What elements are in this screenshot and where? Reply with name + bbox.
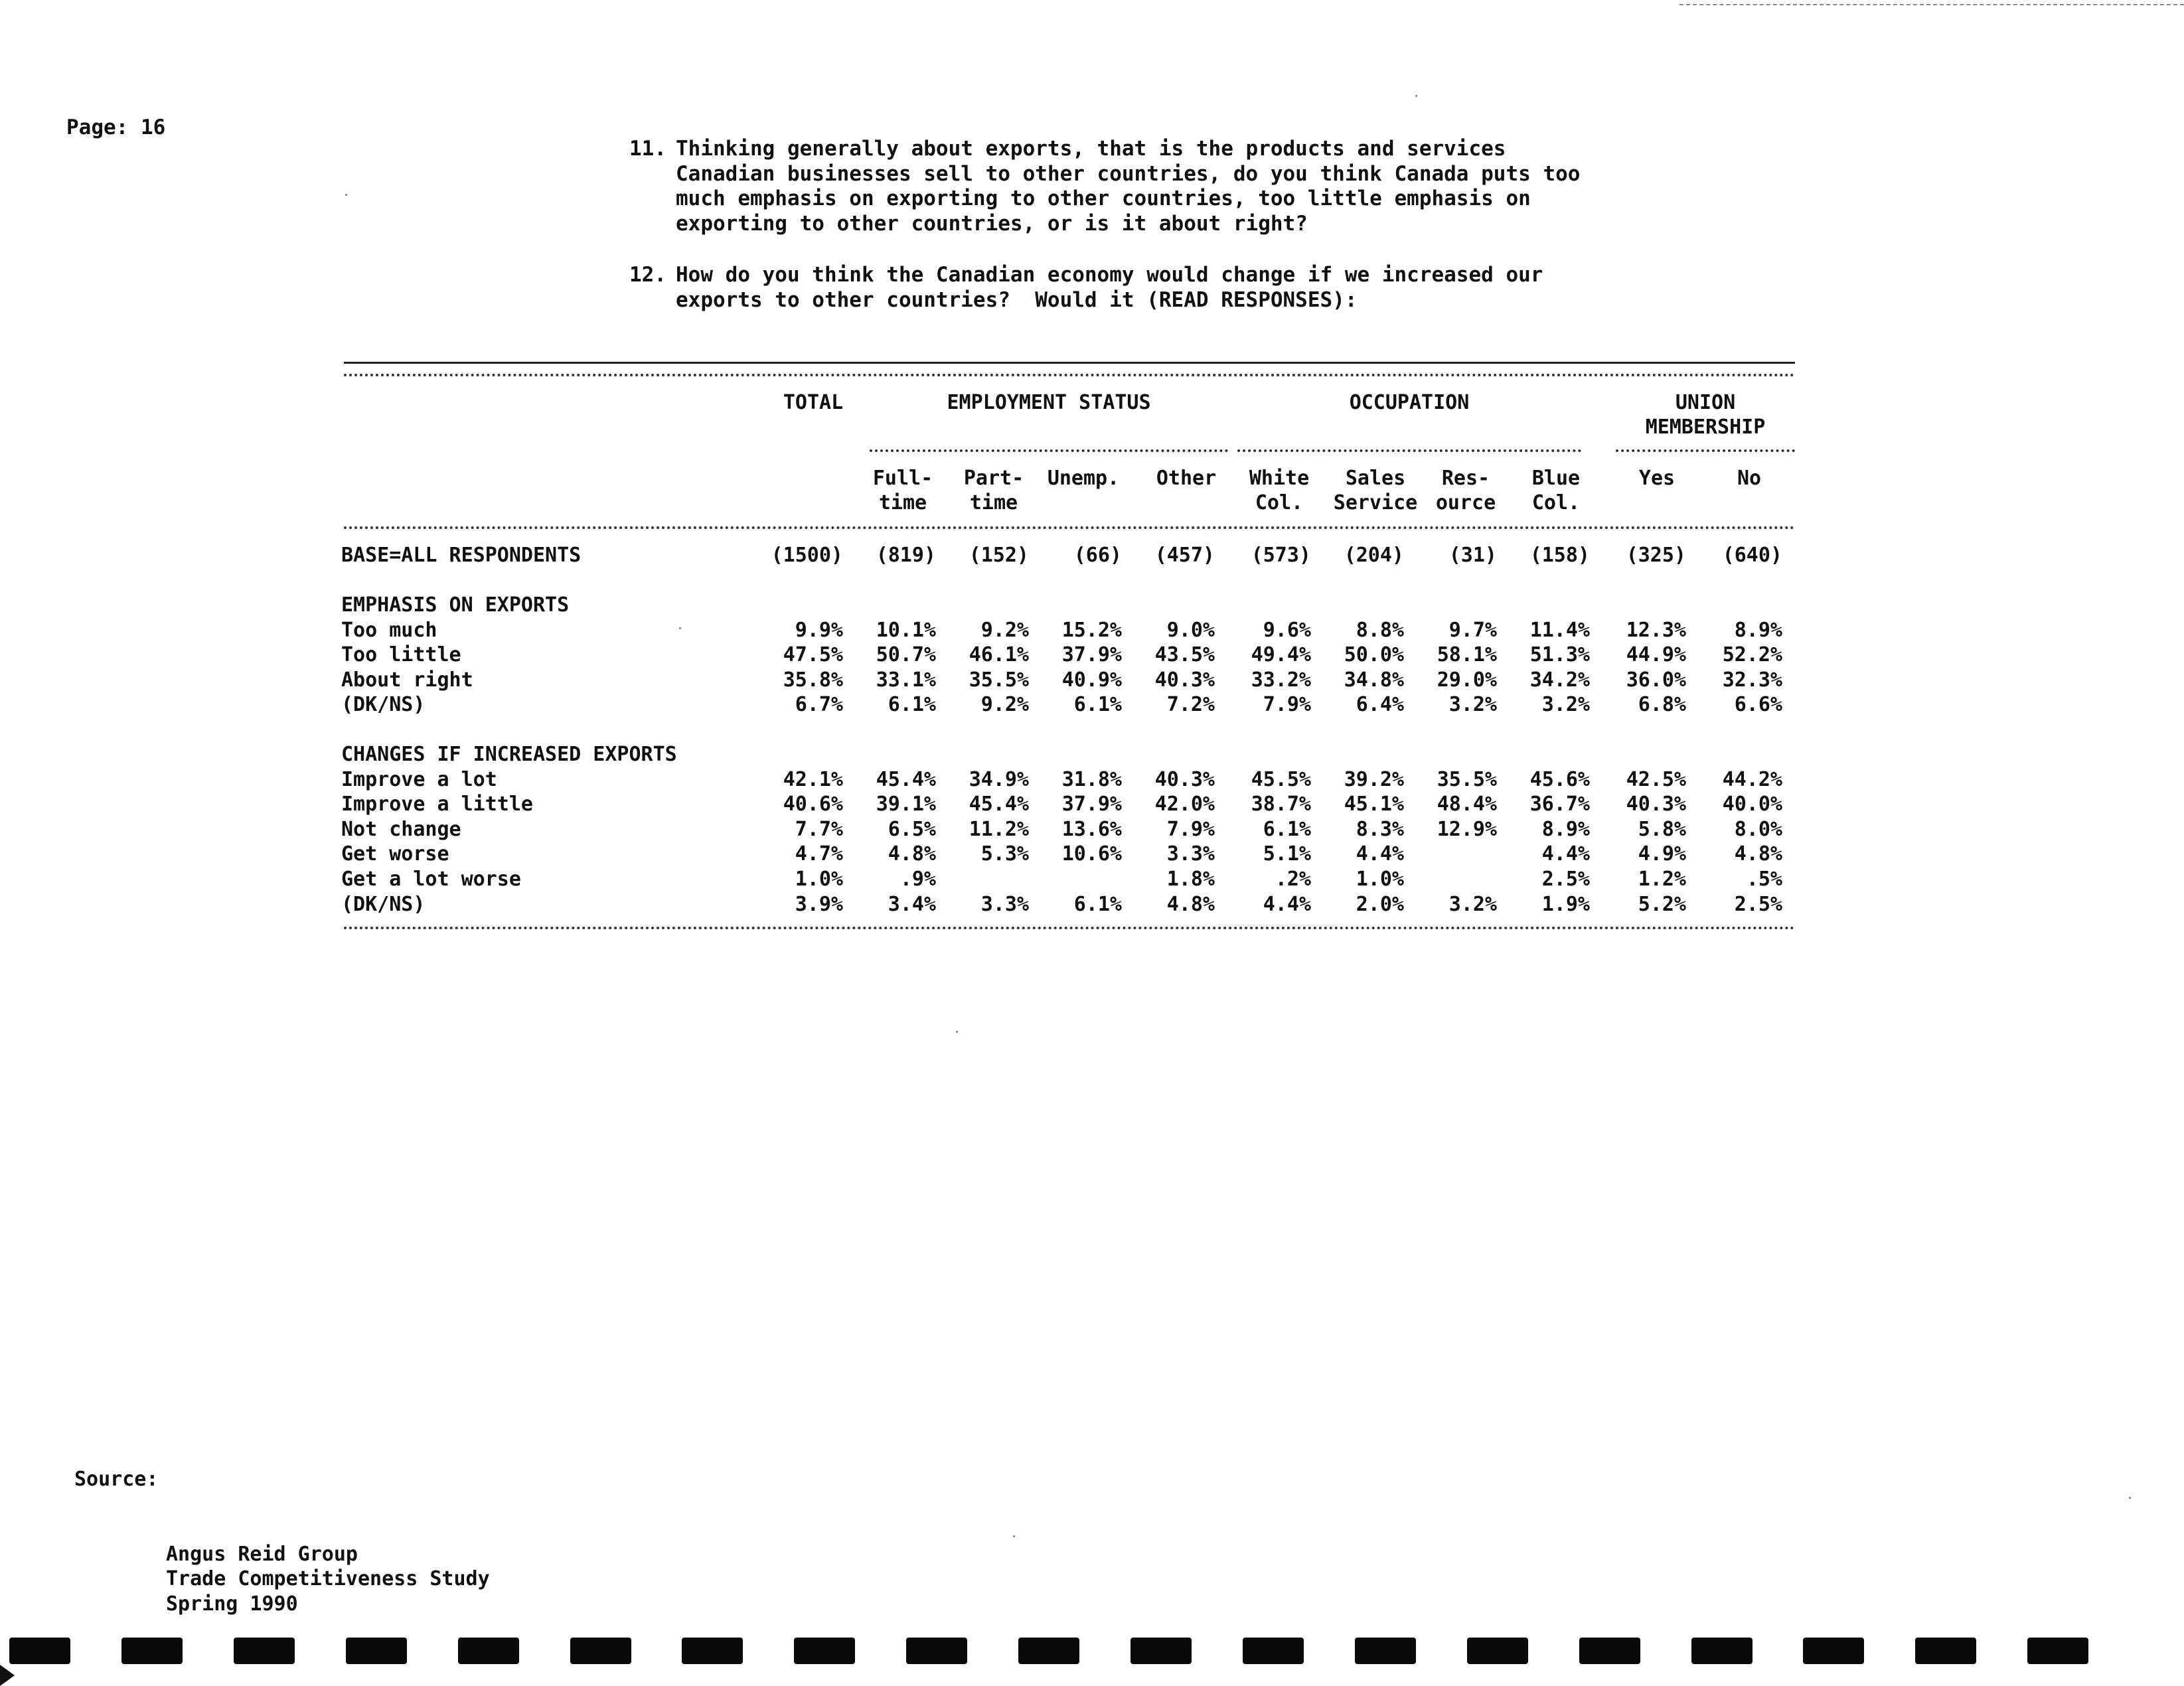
cell-total: 4.7% <box>795 842 843 866</box>
scan-block <box>121 1638 183 1664</box>
cell-unemp: 13.6% <box>1061 817 1122 841</box>
cell-total: 40.6% <box>783 793 843 816</box>
cell-full-time: 33.1% <box>876 668 936 692</box>
cell-other: 3.3% <box>1166 842 1215 866</box>
cell-full-time: .9% <box>899 868 936 891</box>
cell-blue-col: 3.2% <box>1541 693 1590 717</box>
cell-white-col: 49.4% <box>1251 643 1311 667</box>
cell-full-time: 6.5% <box>888 817 936 841</box>
cell-yes: 5.2% <box>1638 892 1686 916</box>
scan-speck <box>1013 1535 1015 1537</box>
cell-part-time: 9.2% <box>980 693 1029 717</box>
cell-white-col: 45.5% <box>1251 767 1311 791</box>
cell-blue-col: 11.4% <box>1529 618 1590 642</box>
cell-no: 2.5% <box>1734 892 1782 916</box>
scan-block <box>1915 1638 1976 1664</box>
col-header-resource: Res- ource <box>1435 467 1496 514</box>
cell-part-time: 5.3% <box>980 842 1029 866</box>
cell-unemp: 6.1% <box>1073 693 1122 717</box>
cell-yes: 12.3% <box>1626 618 1686 642</box>
cell-unemp: 37.9% <box>1061 643 1122 667</box>
question-number: 11. <box>629 137 666 161</box>
cell-white-col: 9.6% <box>1263 618 1311 642</box>
source-label: Source: <box>74 1468 159 1491</box>
cell-unemp: 31.8% <box>1061 767 1122 791</box>
cell-other: 42.0% <box>1154 793 1215 816</box>
scan-edge-mark <box>1679 4 2184 5</box>
cell-total: 1.0% <box>795 868 843 891</box>
scan-block <box>1691 1638 1753 1664</box>
row-label: Get worse <box>341 842 449 866</box>
scan-speck <box>1415 95 1417 97</box>
cell-other: 7.9% <box>1166 817 1215 841</box>
cell-total: 47.5% <box>783 643 843 667</box>
base-sales-service: (204) <box>1344 544 1404 567</box>
base-resource: (31) <box>1448 544 1497 567</box>
cell-resource: 3.2% <box>1448 693 1497 717</box>
cell-part-time: 46.1% <box>969 643 1029 667</box>
base-no: (640) <box>1722 544 1782 567</box>
cell-white-col: 7.9% <box>1263 693 1311 717</box>
cell-full-time: 45.4% <box>876 767 936 791</box>
scan-block <box>234 1638 295 1664</box>
cell-total: 6.7% <box>795 693 843 717</box>
base-white-col: (573) <box>1251 544 1311 567</box>
cell-resource: 29.0% <box>1437 668 1497 692</box>
cell-sales-service: 8.3% <box>1356 817 1404 841</box>
cell-part-time: 9.2% <box>980 618 1029 642</box>
cell-part-time: 35.5% <box>969 668 1029 692</box>
cell-sales-service: 39.2% <box>1344 767 1404 791</box>
scan-block <box>794 1638 855 1664</box>
scan-block <box>1579 1638 1640 1664</box>
cell-white-col: 6.1% <box>1263 817 1311 841</box>
cell-white-col: .2% <box>1275 868 1311 891</box>
base-row-label: BASE=ALL RESPONDENTS <box>341 544 582 567</box>
cell-total: 42.1% <box>783 767 843 791</box>
cell-yes: 1.2% <box>1638 868 1686 891</box>
cell-no: 44.2% <box>1722 767 1782 791</box>
base-full-time: (819) <box>876 544 936 567</box>
scan-block <box>1803 1638 1864 1664</box>
scan-block <box>2027 1638 2088 1664</box>
header-employment-status: EMPLOYMENT STATUS <box>947 391 1151 414</box>
cell-blue-col: 51.3% <box>1529 643 1590 667</box>
table-top-rule <box>344 362 1795 364</box>
base-other: (457) <box>1154 544 1215 567</box>
cell-full-time: 4.8% <box>888 842 936 866</box>
cell-yes: 42.5% <box>1626 767 1686 791</box>
cell-other: 9.0% <box>1166 618 1215 642</box>
scan-block <box>1243 1638 1304 1664</box>
cell-blue-col: 8.9% <box>1541 817 1590 841</box>
scan-block <box>1467 1638 1528 1664</box>
cell-sales-service: 6.4% <box>1356 693 1404 717</box>
cell-sales-service: 8.8% <box>1356 618 1404 642</box>
cell-sales-service: 50.0% <box>1344 643 1404 667</box>
cell-blue-col: 34.2% <box>1529 668 1590 692</box>
cell-no: 8.9% <box>1734 618 1782 642</box>
row-label: Too little <box>341 643 461 667</box>
cell-unemp: 10.6% <box>1061 842 1122 866</box>
cell-unemp: 40.9% <box>1061 668 1122 692</box>
cell-no: .5% <box>1746 868 1782 891</box>
cell-other: 40.3% <box>1154 668 1215 692</box>
header-bottom-rule <box>344 526 1795 529</box>
cell-white-col: 33.2% <box>1251 668 1311 692</box>
cell-yes: 40.3% <box>1626 793 1686 816</box>
cell-no: 32.3% <box>1722 668 1782 692</box>
cell-total: 35.8% <box>783 668 843 692</box>
cell-total: 7.7% <box>795 817 843 841</box>
col-header-unemp: Unemp. <box>1047 467 1120 490</box>
row-label: Get a lot worse <box>341 868 521 891</box>
question-text: How do you think the Canadian economy would change if we increased our exports to other countries? Would it (READ RESPONSES): <box>676 263 1543 312</box>
cell-no: 6.6% <box>1734 693 1782 717</box>
cell-yes: 44.9% <box>1626 643 1686 667</box>
header-occupation: OCCUPATION <box>1349 391 1470 414</box>
scan-speck <box>2129 1497 2131 1499</box>
base-blue-col: (158) <box>1529 544 1590 567</box>
cell-yes: 36.0% <box>1626 668 1686 692</box>
scan-block <box>1018 1638 1079 1664</box>
cell-full-time: 39.1% <box>876 793 936 816</box>
cell-unemp: 37.9% <box>1061 793 1122 816</box>
base-unemp: (66) <box>1073 544 1122 567</box>
cell-resource: 3.2% <box>1448 892 1497 916</box>
cell-white-col: 4.4% <box>1263 892 1311 916</box>
union-underline <box>1616 449 1795 452</box>
cell-unemp: 6.1% <box>1073 892 1122 916</box>
cell-sales-service: 2.0% <box>1356 892 1404 916</box>
cell-yes: 4.9% <box>1638 842 1686 866</box>
base-yes: (325) <box>1626 544 1686 567</box>
cell-full-time: 50.7% <box>876 643 936 667</box>
scan-block <box>346 1638 407 1664</box>
col-header-part-time: Part- time <box>963 467 1024 514</box>
cell-blue-col: 36.7% <box>1529 793 1590 816</box>
col-header-white-col: White Col. <box>1249 467 1310 514</box>
section-title: EMPHASIS ON EXPORTS <box>341 593 570 617</box>
cell-full-time: 6.1% <box>888 693 936 717</box>
cell-total: 3.9% <box>795 892 843 916</box>
scan-block <box>682 1638 743 1664</box>
question-12 <box>629 263 1543 313</box>
corner-arrow-mark <box>0 1665 15 1686</box>
cell-other: 40.3% <box>1154 767 1215 791</box>
employment-underline <box>870 449 1228 452</box>
table-top-dotted-rule <box>344 374 1795 376</box>
col-header-other: Other <box>1156 467 1217 490</box>
cell-no: 52.2% <box>1722 643 1782 667</box>
base-total: (1500) <box>771 544 843 567</box>
cell-full-time: 3.4% <box>888 892 936 916</box>
cell-sales-service: 4.4% <box>1356 842 1404 866</box>
scan-block <box>1131 1638 1192 1664</box>
scan-block <box>9 1638 70 1664</box>
col-header-full-time: Full- time <box>872 467 933 514</box>
cell-other: 43.5% <box>1154 643 1215 667</box>
cell-part-time: 3.3% <box>980 892 1029 916</box>
cell-total: 9.9% <box>795 618 843 642</box>
cell-other: 4.8% <box>1166 892 1215 916</box>
cell-yes: 6.8% <box>1638 693 1686 717</box>
source-note <box>74 1467 490 1642</box>
header-union-membership: UNION MEMBERSHIP <box>1645 391 1766 439</box>
row-label: About right <box>341 668 473 692</box>
cell-no: 40.0% <box>1722 793 1782 816</box>
source-lines: Angus Reid Group Trade Competitiveness Study Spring 1990 <box>166 1542 490 1616</box>
question-text: Thinking generally about exports, that is the products and services Canadian businesses sell to other countries, do you think Canada puts too much emphasis on exporting to other countries, too little emphasis on exporting to other countries, or is it about right? <box>676 137 1581 236</box>
cell-resource: 12.9% <box>1437 817 1497 841</box>
scan-block <box>906 1638 967 1664</box>
cell-part-time: 11.2% <box>969 817 1029 841</box>
question-11 <box>629 137 1580 236</box>
cell-resource: 48.4% <box>1437 793 1497 816</box>
cell-blue-col: 45.6% <box>1529 767 1590 791</box>
cell-other: 7.2% <box>1166 693 1215 717</box>
cell-white-col: 5.1% <box>1263 842 1311 866</box>
row-label: Improve a little <box>341 793 533 816</box>
cell-resource: 35.5% <box>1437 767 1497 791</box>
scan-block <box>458 1638 519 1664</box>
cell-sales-service: 34.8% <box>1344 668 1404 692</box>
cell-blue-col: 2.5% <box>1541 868 1590 891</box>
row-label: (DK/NS) <box>341 693 426 717</box>
cell-no: 8.0% <box>1734 817 1782 841</box>
table-bottom-rule <box>344 927 1795 929</box>
col-header-no: No <box>1737 467 1762 490</box>
section-title: CHANGES IF INCREASED EXPORTS <box>341 743 677 766</box>
scan-speck <box>345 194 347 196</box>
cell-full-time: 10.1% <box>876 618 936 642</box>
row-label: Too much <box>341 618 437 642</box>
question-number: 12. <box>629 263 666 287</box>
scan-speck <box>956 1031 958 1033</box>
col-header-yes: Yes <box>1638 467 1676 490</box>
cell-unemp: 15.2% <box>1061 618 1122 642</box>
occupation-underline <box>1237 449 1581 452</box>
cell-part-time: 45.4% <box>969 793 1029 816</box>
col-header-blue-col: Blue Col. <box>1531 467 1581 514</box>
row-label: Not change <box>341 817 461 841</box>
cell-no: 4.8% <box>1734 842 1782 866</box>
col-header-sales-service: Sales Service <box>1333 467 1418 514</box>
scan-speck <box>679 627 681 629</box>
cell-other: 1.8% <box>1166 868 1215 891</box>
cell-blue-col: 1.9% <box>1541 892 1590 916</box>
cell-white-col: 38.7% <box>1251 793 1311 816</box>
cell-yes: 5.8% <box>1638 817 1686 841</box>
cell-resource: 58.1% <box>1437 643 1497 667</box>
scan-block <box>1355 1638 1416 1664</box>
cell-sales-service: 1.0% <box>1356 868 1404 891</box>
row-label: Improve a lot <box>341 767 497 791</box>
cell-blue-col: 4.4% <box>1541 842 1590 866</box>
cell-sales-service: 45.1% <box>1344 793 1404 816</box>
cell-resource: 9.7% <box>1448 618 1497 642</box>
base-part-time: (152) <box>969 544 1029 567</box>
row-label: (DK/NS) <box>341 892 426 916</box>
cell-part-time: 34.9% <box>969 767 1029 791</box>
page-number: Page: 16 <box>66 115 166 139</box>
header-total: TOTAL <box>783 391 844 414</box>
scan-block <box>570 1638 631 1664</box>
